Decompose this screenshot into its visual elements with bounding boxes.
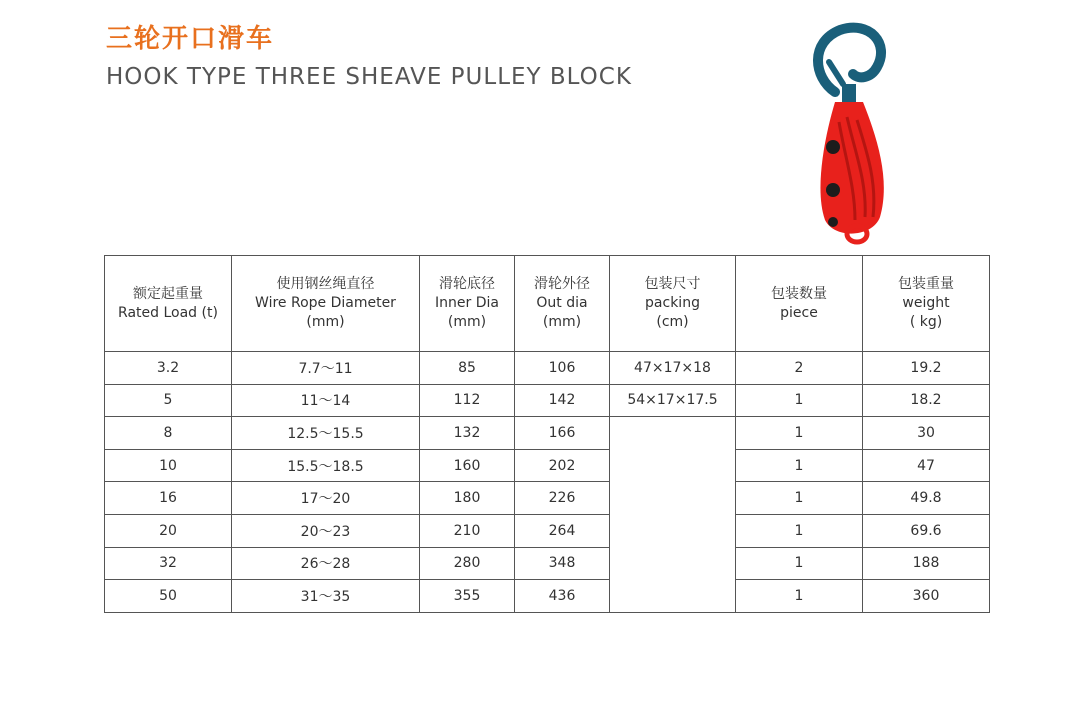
cell-piece: 1 [736,449,863,482]
cell-load: 5 [105,384,232,417]
cell-rope: 7.7～11 [232,352,420,385]
cell-inner: 180 [420,482,515,515]
header-packing: 包装尺寸 packing (cm) [610,256,736,352]
cell-outer: 264 [515,514,610,547]
cell-piece: 1 [736,384,863,417]
cell-rope: 17～20 [232,482,420,515]
cell-weight: 19.2 [863,352,990,385]
header-out-dia: 滑轮外径 Out dia (mm) [515,256,610,352]
cell-inner: 210 [420,514,515,547]
cell-inner: 355 [420,580,515,613]
header-piece: 包装数量 piece [736,256,863,352]
cell-outer: 436 [515,580,610,613]
cell-inner: 112 [420,384,515,417]
hook-pulley-block-icon [795,22,905,247]
table-row [105,580,990,613]
cell-outer: 202 [515,449,610,482]
cell-weight: 47 [863,449,990,482]
cell-weight: 18.2 [863,384,990,417]
cell-rope: 12.5～15.5 [232,417,420,450]
cell-outer: 106 [515,352,610,385]
cell-load: 16 [105,482,232,515]
table-row [105,449,990,482]
table-row [105,417,990,450]
cell-piece: 1 [736,514,863,547]
page-title-en: HOOK TYPE THREE SHEAVE PULLEY BLOCK [106,64,632,90]
cell-piece: 1 [736,417,863,450]
cell-piece: 1 [736,482,863,515]
cell-inner: 85 [420,352,515,385]
cell-inner: 132 [420,417,515,450]
table-row [105,514,990,547]
cell-rope: 11～14 [232,384,420,417]
cell-inner: 280 [420,547,515,580]
table-row [105,384,990,417]
table-header-row [105,256,990,352]
cell-packing: 47×17×18 [610,352,736,385]
table-row [105,547,990,580]
cell-outer: 166 [515,417,610,450]
cell-weight: 188 [863,547,990,580]
cell-weight: 69.6 [863,514,990,547]
cell-piece: 1 [736,547,863,580]
header-weight: 包装重量 weight ( kg) [863,256,990,352]
cell-load: 10 [105,449,232,482]
cell-outer: 226 [515,482,610,515]
cell-load: 32 [105,547,232,580]
cell-rope: 20～23 [232,514,420,547]
cell-load: 50 [105,580,232,613]
cell-piece: 2 [736,352,863,385]
spec-table [104,255,990,613]
cell-rope: 31～35 [232,580,420,613]
cell-rope: 26～28 [232,547,420,580]
page-title-cn: 三轮开口滑车 [106,24,275,54]
table-row [105,482,990,515]
cell-rope: 15.5～18.5 [232,449,420,482]
cell-load: 8 [105,417,232,450]
header-inner-dia: 滑轮底径 Inner Dia (mm) [420,256,515,352]
cell-outer: 348 [515,547,610,580]
cell-load: 3.2 [105,352,232,385]
table-row [105,352,990,385]
cell-inner: 160 [420,449,515,482]
header-rated-load: 额定起重量 Rated Load (t) [105,256,232,352]
cell-load: 20 [105,514,232,547]
cell-outer: 142 [515,384,610,417]
header-wire-rope-diameter: 使用钢丝绳直径 Wire Rope Diameter (mm) [232,256,420,352]
cell-packing: 54×17×17.5 [610,384,736,417]
cell-piece: 1 [736,580,863,613]
cell-packing-empty [610,417,736,613]
cell-weight: 360 [863,580,990,613]
cell-weight: 30 [863,417,990,450]
cell-weight: 49.8 [863,482,990,515]
